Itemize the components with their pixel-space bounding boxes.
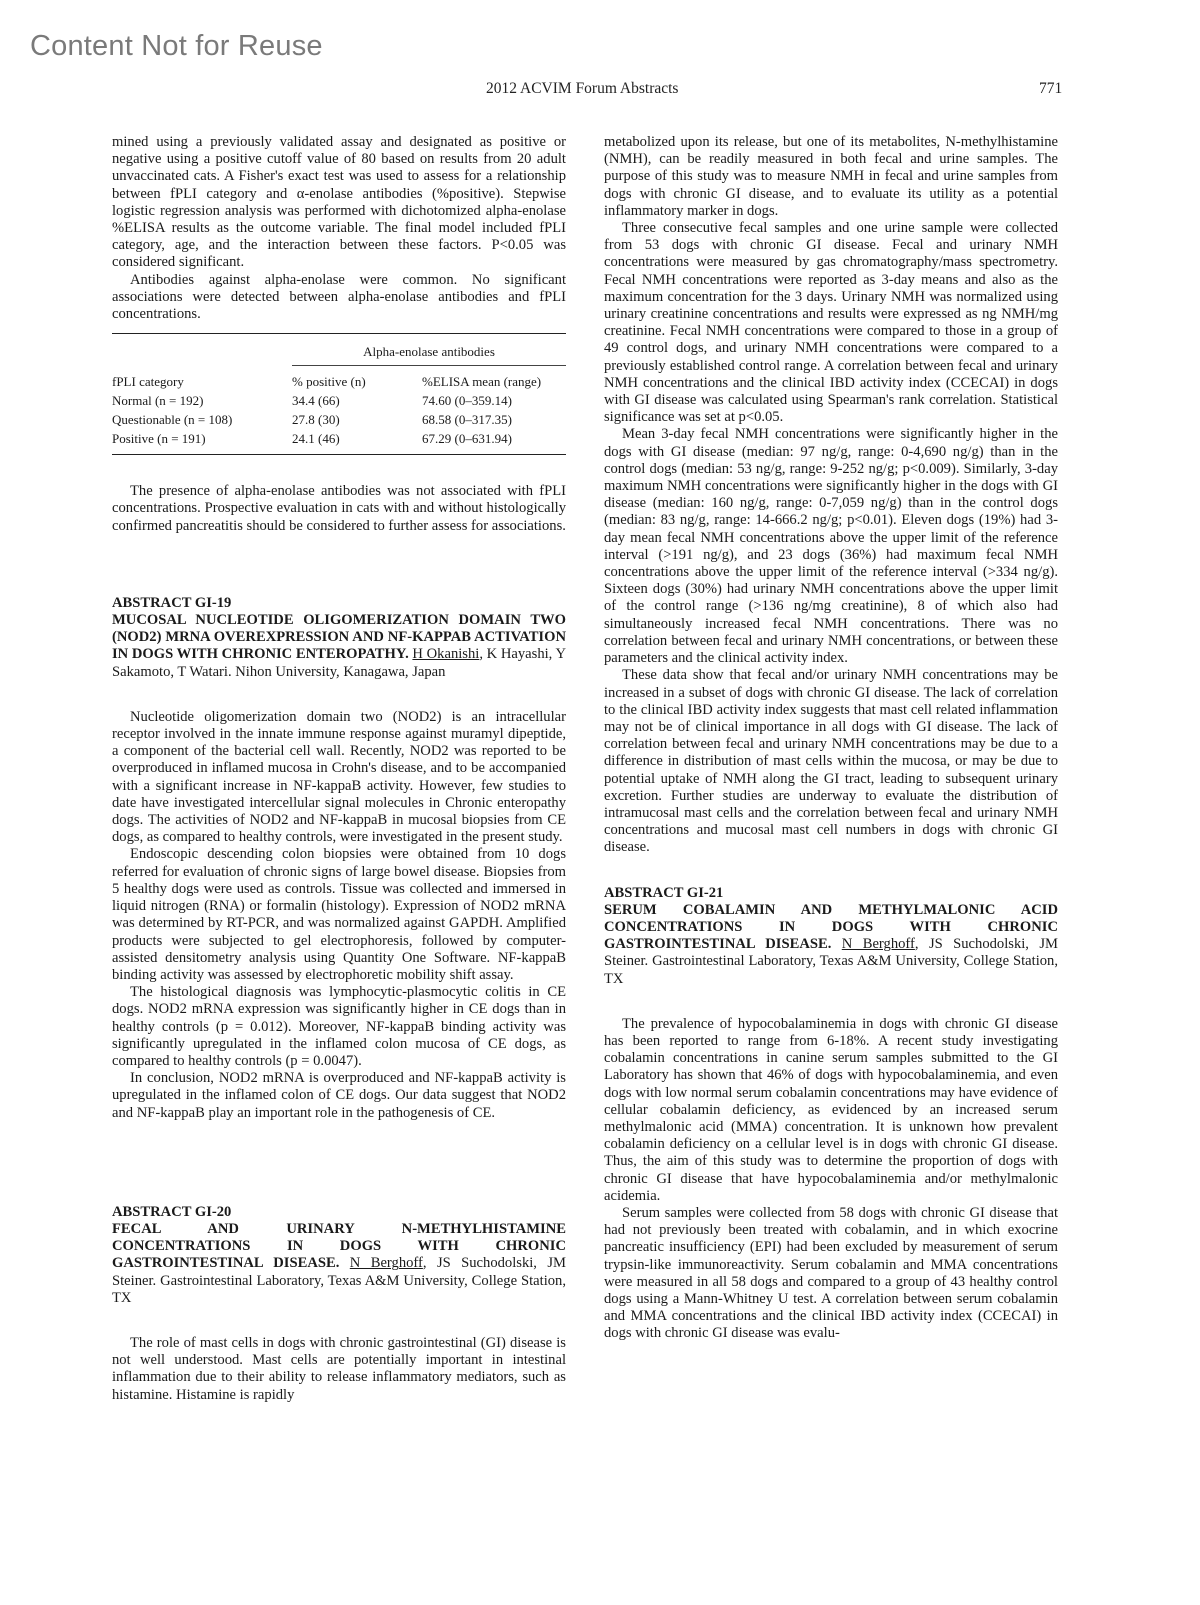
table-cell: 34.4 (66) bbox=[292, 393, 340, 409]
table-row bbox=[112, 391, 566, 410]
paragraph: The prevalence of hypocobalaminemia in dogs with chronic GI disease has been reported to range from 6-18%. A recent study investigating cobalamin concentrations in canine serum samples submitted to the GI Laboratory has shown that 46% of dogs with hypocobalaminemia, and even dogs with low normal serum cobalamin concentrations may have evidence of cellular cobalamin deficiency, as evidenced by an increased serum methylmalonic acid (MMA) concentration. It is unknown how prevalent cobalamin deficiency on a cellular level is in dogs with chronic GI disease. Thus, the aim of this study was to determine the proportion of dogs with chronic GI disease that have hypocobalaminemia and/or methylmalonic acidemia. bbox=[604, 1015, 1058, 1204]
table-column-header: %ELISA mean (range) bbox=[422, 374, 542, 390]
abstract-title: MUCOSAL NUCLEOTIDE OLIGOMERIZATION DOMAIN TWO (NOD2) MRNA OVEREXPRESSION AND NF-KAPPAB ACTIVATION IN DOGS WITH CHRONIC ENTEROPATHY. bbox=[112, 612, 566, 663]
paragraph: Serum samples were collected from 58 dogs with chronic GI disease that had not previously been treated with cobalamin, and in which exocrine pancreatic insufficiency (EPI) had been excluded by measurement of serum trypsin-like immunoreactivity. Serum cobalamin and MMA concentrations were measured in all 58 dogs and compared to a group of 43 healthy control dogs using a Mann-Whitney U test. A correlation between serum cobalamin and MMA concentrations and the clinical IBD activity index (CCECAI) in dogs with chronic GI disease was evalu- bbox=[604, 1204, 1058, 1342]
paragraph: Antibodies against alpha-enolase were common. No significant associations were detected between alpha-enolase antibodies and fPLI concentrations. bbox=[112, 271, 566, 323]
right-column bbox=[604, 134, 1058, 1343]
author-affiliation: , K Hayashi, Y Sakamoto, T Watari. Nihon University, Kanagawa, Japan bbox=[112, 646, 566, 680]
abstract-id: ABSTRACT GI-21 bbox=[604, 884, 724, 901]
abstract-gi-19 bbox=[112, 595, 566, 1122]
paragraph: Nucleotide oligomerization domain two (NOD2) is an intracellular receptor involved in the innate immune response against muramyl dipeptide, a component of the bacterial cell wall. Recently, NOD2 was reported to be overproduced in inflamed mucosa in Crohn's disease, and to be accompanied with a significant increase in NF-kappaB activity. However, few studies to date have investigated intercellular signal molecules in Chronic enteropathy dogs. The activities of NOD2 and NF-kappaB in mucosal biopsies from CE dogs, as compared to healthy controls, were investigated in the present study. bbox=[112, 708, 566, 846]
paragraph: In conclusion, NOD2 mRNA is overproduced and NF-kappaB activity is upregulated in the inflamed colon of CE dogs. Our data suggest that NOD2 and NF-kappaB play an important role in the pathogenesis of CE. bbox=[112, 1070, 566, 1121]
presenting-author: H Okanishi bbox=[412, 646, 480, 663]
table-row bbox=[112, 429, 566, 455]
paragraph: The histological diagnosis was lymphocytic-plasmocytic colitis in CE dogs. NOD2 mRNA expression was significantly higher in CE dogs than in healthy controls (p = 0.012). Moreover, NF-kappaB binding activity was significantly upregulated in the inflamed colon mucosa of CE dogs, as compared to healthy controls (p = 0.0047). bbox=[112, 984, 566, 1069]
paragraph: The presence of alpha-enolase antibodies was not associated with fPLI concentrations. Prospective evaluation in cats with and without histologically confirmed pancreatitis should be considered to further assess for associations. bbox=[112, 483, 566, 534]
presenting-author: N Berghoff bbox=[841, 936, 915, 953]
page-number: 771 bbox=[1039, 80, 1063, 97]
abstract-title: FECAL AND URINARY N-METHYLHISTAMINE CONCENTRATIONS IN DOGS WITH CHRONIC GASTROINTESTINAL DISEASE. bbox=[112, 1220, 566, 1272]
watermark: Content Not for Reuse bbox=[30, 30, 323, 62]
paragraph: The role of mast cells in dogs with chronic gastrointestinal (GI) disease is not well understood. Mast cells are potentially important in intestinal inflammation due to their ability to release inflammatory mediators, such as histamine. Histamine is rapidly bbox=[112, 1334, 566, 1403]
table-column-header: fPLI category bbox=[112, 373, 184, 389]
table-cell: 74.60 (0–359.14) bbox=[422, 393, 512, 409]
abstract-id: ABSTRACT GI-19 bbox=[112, 594, 232, 611]
table-column-header: % positive (n) bbox=[292, 374, 366, 390]
author-affiliation: , JS Suchodolski, JM Steiner. Gastrointestinal Laboratory, Texas A&M University, College Station, TX bbox=[604, 936, 1059, 987]
running-title: 2012 ACVIM Forum Abstracts bbox=[486, 80, 679, 97]
alpha-enolase-table bbox=[112, 333, 566, 455]
table-cell: Positive (n = 191) bbox=[112, 431, 206, 447]
paragraph: These data show that fecal and/or urinary NMH concentrations may be increased in a subset of dogs with chronic GI disease. The lack of correlation to the clinical IBD activity index suggests that mast cell related inflammation may not be of clinical importance in all dogs with GI disease. The lack of correlation between fecal and urinary NMH concentrations may be due to a difference in distribution of mast cells within the mucosa, or may be due to potential uptake of NMH along the GI tract, leading to subsequent urinary excretion. Further studies are underway to evaluate the distribution of intramucosal mast cells and the correlation between fecal and urinary NMH concentrations and mucosal mast cell numbers in dogs with chronic GI disease. bbox=[604, 667, 1058, 856]
table-cell: 27.8 (30) bbox=[292, 412, 340, 428]
abstract-heading bbox=[112, 612, 566, 681]
abstract-title: SERUM COBALAMIN AND METHYLMALONIC ACID CONCENTRATIONS IN DOGS WITH CHRONIC GASTROINTESTINAL DISEASE. bbox=[604, 901, 1058, 953]
table-cell: 67.29 (0–631.94) bbox=[422, 431, 512, 447]
table-cell: 24.1 (46) bbox=[292, 431, 340, 447]
table-cell: Normal (n = 192) bbox=[112, 393, 204, 409]
table-cell: 68.58 (0–317.35) bbox=[422, 412, 512, 428]
table-group-header: Alpha-enolase antibodies bbox=[292, 334, 566, 366]
presenting-author: N Berghoff bbox=[349, 1255, 423, 1272]
paragraph: metabolized upon its release, but one of its metabolites, N-methylhistamine (NMH), can be readily measured in both fecal and urine samples. The purpose of this study was to measure NMH in fecal and urine samples from dogs with chronic GI disease, and to evaluate its utility as a potential inflammatory marker in dogs. bbox=[604, 134, 1058, 219]
abstract-id: ABSTRACT GI-20 bbox=[112, 1203, 232, 1220]
abstract-gi-20 bbox=[112, 1204, 566, 1404]
paragraph: mined using a previously validated assay and designated as positive or negative using a positive cutoff value of 80 based on results from 20 adult unvaccinated cats. A Fisher's exact test was used to assess for a relationship between fPLI category and α-enolase antibodies (%positive). Stepwise logistic regression analysis was performed with dichotomized alpha-enolase %ELISA results as the outcome variable. The final model included fPLI category, age, and the interaction between these factors. P<0.05 was considered significant. bbox=[112, 134, 566, 271]
paragraph: Endoscopic descending colon biopsies were obtained from 10 dogs referred for evaluation of chronic signs of large bowel disease. Biopsies from 5 healthy dogs were used as controls. Tissue was collected and immersed in liquid nitrogen (RNA) or formalin (histology). Expression of NOD2 mRNA was determined by RT-PCR, and was normalized against GAPDH. Amplified products were subjected to gel electrophoresis, followed by computer-assisted densitometry analysis using Quantity One Software. NF-kappaB binding activity was assessed by electrophoretic mobility shift assay. bbox=[112, 846, 566, 983]
left-column bbox=[112, 134, 566, 1404]
table-row bbox=[112, 410, 566, 429]
table-cell: Questionable (n = 108) bbox=[112, 412, 233, 428]
abstract-gi-21 bbox=[604, 885, 1058, 1343]
author-affiliation: , JS Suchodolski, JM Steiner. Gastrointestinal Laboratory, Texas A&M University, College Station, TX bbox=[112, 1255, 567, 1306]
paragraph: Three consecutive fecal samples and one urine sample were collected from 53 dogs with chronic GI disease. Fecal and urinary NMH concentrations were measured by gas chromatography/mass spectrometry. Fecal NMH concentrations were reported as 3-day means and also as the maximum concentration for the 3 days. Urinary NMH was normalized using urinary creatinine concentrations and results were expressed as ng NMH/mg creatinine. Fecal NMH concentrations were compared to those in a group of 49 control dogs, and urinary NMH concentrations were compared to a previously established control range. A correlation between fecal and urinary NMH concentrations and the clinical IBD activity index (CCECAI) in dogs with GI disease was calculated using Spearman's rank correlation. Statistical significance was set at p<0.05. bbox=[604, 220, 1058, 426]
abstract-heading bbox=[604, 902, 1058, 988]
paragraph: Mean 3-day fecal NMH concentrations were significantly higher in the dogs with GI disease (median: 97 ng/g, range: 0-4,690 ng/g) than in the control dogs (median: 53 ng/g, range: 9-252 ng/g; p<0.009). Similarly, 3-day maximum NMH concentrations were significantly higher in the dogs with GI disease (median: 160 ng/g, range: 0-7,059 ng/g) than in the control dogs (median: 83 ng/g, range: 14-666.2 ng/g; p<0.01). Eleven dogs (19%) had 3-day mean fecal NMH concentrations above the upper limit of the reference interval (>191 ng/g), and 23 dogs (36%) had maximum fecal NMH concentrations above the upper limit of the reference interval (>334 ng/g). Sixteen dogs (30%) had urinary NMH concentrations above the upper limit of the control range (>136 ng/mg creatinine), 8 of which also had simultaneously increased fecal NMH concentrations. There was no correlation between fecal and urinary NMH concentrations, or between these parameters and the clinical activity index. bbox=[604, 426, 1058, 667]
abstract-heading bbox=[112, 1221, 566, 1307]
